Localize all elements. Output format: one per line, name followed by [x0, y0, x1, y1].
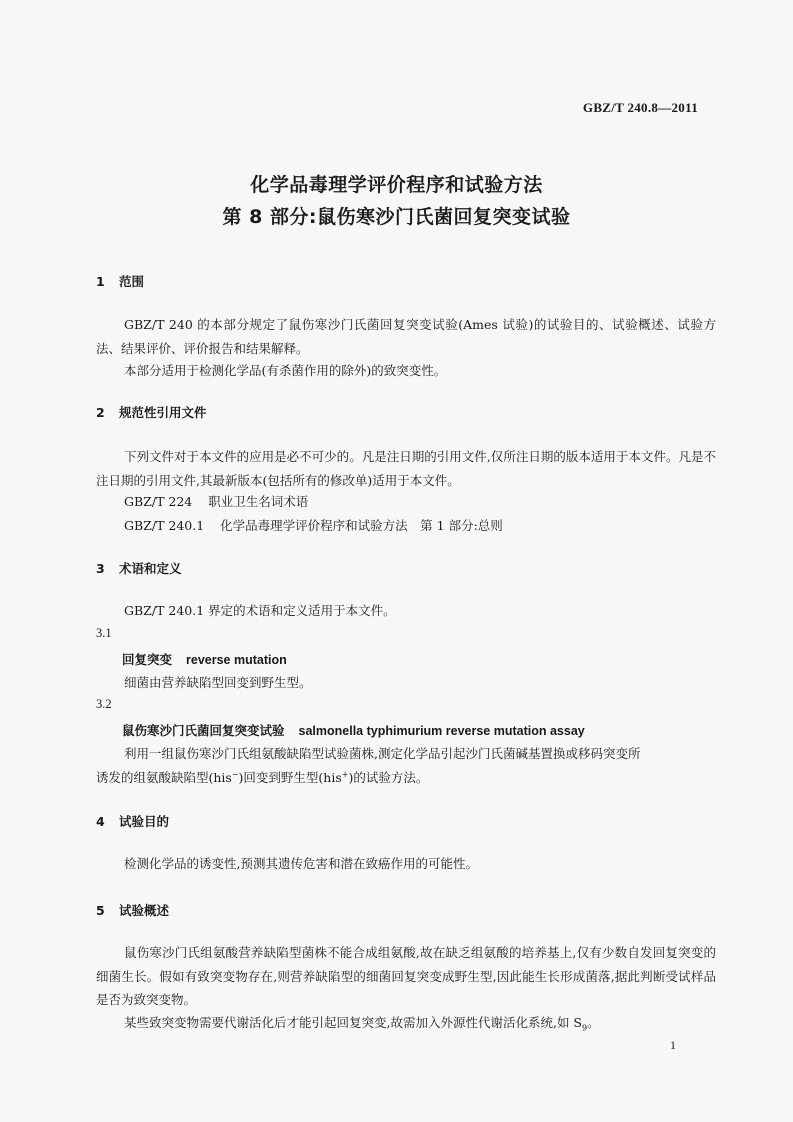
- paragraph-text: 某些致突变物需要代谢活化后才能引起回复突变,故需加入外源性代谢活化系统,如 S: [124, 1015, 582, 1030]
- term-2-heading: [122, 721, 585, 739]
- section-number: 5: [96, 903, 105, 918]
- superscript-minus: −: [231, 769, 239, 779]
- section-2-heading: [96, 403, 207, 421]
- section-title: 试验概述: [119, 903, 170, 918]
- section-1-heading: [96, 272, 144, 290]
- term-chinese: 回复突变: [122, 652, 173, 667]
- page-number: 1: [670, 1038, 676, 1052]
- term-1-number: 3.1: [96, 626, 112, 640]
- section-5-paragraph-1: 鼠伤寒沙门氏组氨酸营养缺陷型菌株不能合成组氨酸,故在缺乏组氨酸的培养基上,仅有少数自发回复突变的细菌生长。假如有致突变物存在,则营养缺陷型的细菌回复突变成野生型,因此能生长形成菌落,据此判断受试样品是否为致突变物。: [96, 945, 716, 1008]
- section-number: 2: [96, 405, 105, 420]
- normative-reference-1: [124, 492, 308, 510]
- section-number: 4: [96, 814, 105, 829]
- term-1-definition: 细菌由营养缺陷型回变到野生型。: [124, 675, 312, 690]
- definition-text: )回变到野生型(his: [238, 770, 342, 785]
- section-title: 规范性引用文件: [119, 405, 207, 420]
- section-title: 范围: [119, 274, 145, 289]
- section-5-heading: [96, 901, 169, 919]
- section-3-paragraph-1: GBZ/T 240.1 界定的术语和定义适用于本文件。: [124, 603, 396, 618]
- definition-text: 诱发的组氨酸缺陷型(his: [96, 770, 232, 785]
- term-2-definition-line-1: 利用一组鼠伤寒沙门氏组氨酸缺陷型试验菌株,测定化学品引起沙门氏菌碱基置换或移码突变所: [124, 746, 641, 761]
- paragraph-text: 。: [587, 1015, 600, 1030]
- section-title: 术语和定义: [119, 561, 182, 576]
- normative-reference-2: [124, 516, 503, 534]
- section-title: 试验目的: [119, 814, 170, 829]
- section-number: 3: [96, 561, 105, 576]
- standard-code: GBZ/T 240.8—2011: [582, 100, 698, 115]
- term-english: salmonella typhimurium reverse mutation assay: [298, 724, 585, 738]
- section-number: 1: [96, 274, 105, 289]
- definition-text: )的试验方法。: [348, 770, 429, 785]
- reference-title: 化学品毒理学评价程序和试验方法 第 1 部分:总则: [220, 518, 503, 533]
- section-1-paragraph-1: GBZ/T 240 的本部分规定了鼠伤寒沙门氏菌回复突变试验(Ames 试验)的试验目的、试验概述、试验方法、结果评价、评价报告和结果解释。: [96, 317, 716, 356]
- term-1-heading: [122, 650, 287, 668]
- section-3-heading: [96, 559, 182, 577]
- superscript-plus: +: [341, 769, 349, 779]
- section-1-paragraph-2: 本部分适用于检测化学品(有杀菌作用的除外)的致突变性。: [124, 363, 447, 378]
- subscript-nine: 9: [582, 1023, 588, 1033]
- term-2-definition-line-2: [96, 768, 428, 786]
- section-4-heading: [96, 812, 169, 830]
- term-chinese: 鼠伤寒沙门氏菌回复突变试验: [122, 723, 285, 738]
- section-5-paragraph-2: [124, 1013, 600, 1033]
- term-2-number: 3.2: [96, 697, 112, 711]
- term-english: reverse mutation: [186, 653, 287, 667]
- reference-code: GBZ/T 240.1: [124, 518, 205, 533]
- section-2-paragraph-1: 下列文件对于本文件的应用是必不可少的。凡是注日期的引用文件,仅所注日期的版本适用于本文件。凡是不注日期的引用文件,其最新版本(包括所有的修改单)适用于本文件。: [96, 449, 716, 488]
- reference-title: 职业卫生名词术语: [208, 494, 309, 509]
- document-title-line1: 化学品毒理学评价程序和试验方法: [250, 174, 543, 196]
- section-4-paragraph-1: 检测化学品的诱变性,预测其遗传危害和潜在致癌作用的可能性。: [124, 856, 478, 871]
- document-title-line2: 第 8 部分:鼠伤寒沙门氏菌回复突变试验: [222, 206, 571, 228]
- reference-code: GBZ/T 224: [124, 494, 193, 509]
